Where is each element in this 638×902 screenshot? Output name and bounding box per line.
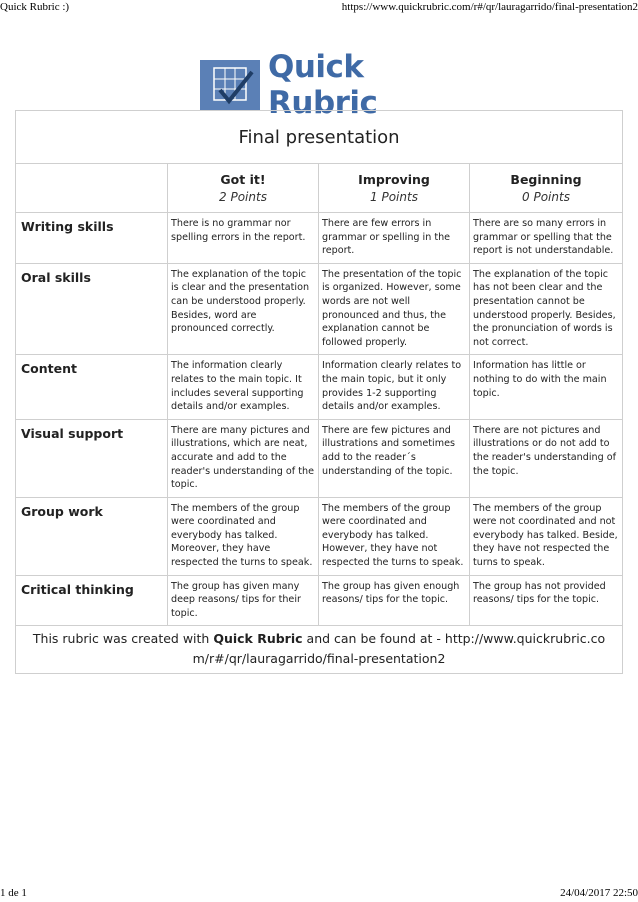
print-timestamp: 24/04/2017 22:50 — [560, 887, 638, 899]
descriptor-cell: The members of the group were not coordinated and not everybody has talked. Beside, they have not respected the turns to speak. — [470, 497, 623, 575]
descriptor-cell: The explanation of the topic has not been clear and the presentation cannot be understood properly. Besides, the pronunciation of words is not correct. — [470, 263, 623, 355]
criterion-name: Oral skills — [16, 263, 168, 355]
page-count: 1 de 1 — [0, 887, 27, 899]
rubric-footer — [16, 626, 623, 674]
logo-text: Quick Rubric — [268, 49, 378, 121]
browser-tab-title: Quick Rubric :) — [0, 1, 70, 13]
descriptor-cell: The group has given enough reasons/ tips for the topic. — [319, 575, 470, 626]
checklist-icon — [200, 60, 260, 110]
level-points: 1 Points — [370, 190, 418, 204]
footer-brand: Quick Rubric — [213, 631, 303, 647]
criterion-row — [16, 263, 623, 355]
level-points: 2 Points — [219, 190, 267, 204]
rubric-title: Final presentation — [16, 111, 623, 164]
criterion-row — [16, 575, 623, 626]
descriptor-cell: The members of the group were coordinated and everybody has talked. Moreover, they have respected the turns to speak. — [168, 497, 319, 575]
quick-rubric-logo[interactable] — [200, 49, 440, 121]
level-points: 0 Points — [522, 190, 570, 204]
criterion-name: Visual support — [16, 419, 168, 497]
level-header — [319, 164, 470, 213]
descriptor-cell: Information clearly relates to the main topic, but it only provides 1-2 supporting details and/or examples. — [319, 355, 470, 419]
corner-cell — [16, 164, 168, 213]
rubric-table — [15, 110, 623, 674]
browser-url[interactable]: https://www.quickrubric.com/r#/qr/lauragarrido/final-presentation2 — [341, 1, 638, 13]
descriptor-cell: There are so many errors in grammar or spelling that the report is not understandable. — [470, 213, 623, 264]
level-name: Improving — [358, 172, 430, 187]
criterion-name: Writing skills — [16, 213, 168, 264]
descriptor-cell: There is no grammar nor spelling errors in the report. — [168, 213, 319, 264]
rubric-footer-row — [16, 626, 623, 674]
level-name: Got it! — [220, 172, 266, 187]
descriptor-cell: There are not pictures and illustrations or do not add to the reader's understanding of the topic. — [470, 419, 623, 497]
criterion-row — [16, 355, 623, 419]
level-name: Beginning — [510, 172, 582, 187]
descriptor-cell: The group has given many deep reasons/ tips for their topic. — [168, 575, 319, 626]
descriptor-cell: The group has not provided reasons/ tips for the topic. — [470, 575, 623, 626]
footer-prefix: This rubric was created with — [32, 631, 210, 647]
criterion-name: Group work — [16, 497, 168, 575]
levels-header-row — [16, 164, 623, 213]
criterion-name: Content — [16, 355, 168, 419]
descriptor-cell: Information has little or nothing to do with the main topic. — [470, 355, 623, 419]
descriptor-cell: The members of the group were coordinated and everybody has talked. However, they have not respected the turns to speak. — [319, 497, 470, 575]
criterion-row — [16, 213, 623, 264]
descriptor-cell: The explanation of the topic is clear and the presentation can be understood properly. Besides, word are pronounced correctly. — [168, 263, 319, 355]
criterion-name: Critical thinking — [16, 575, 168, 626]
level-header — [470, 164, 623, 213]
descriptor-cell: There are few errors in grammar or spelling in the report. — [319, 213, 470, 264]
footer-middle: and can be found at - — [306, 631, 441, 647]
descriptor-cell: The information clearly relates to the main topic. It includes several supporting details and/or examples. — [168, 355, 319, 419]
descriptor-cell: The presentation of the topic is organized. However, some words are not well pronounced and thus, the explanation cannot be followed properly. — [319, 263, 470, 355]
descriptor-cell: There are few pictures and illustrations and sometimes add to the reader´s understanding of the topic. — [319, 419, 470, 497]
footer-link[interactable]: http://www.quickrubric.com/r#/qr/lauragarrido/final-presentation2 — [192, 631, 606, 667]
criterion-row — [16, 497, 623, 575]
descriptor-cell: There are many pictures and illustrations, which are neat, accurate and add to the reader's understanding of the topic. — [168, 419, 319, 497]
level-header — [168, 164, 319, 213]
criterion-row — [16, 419, 623, 497]
